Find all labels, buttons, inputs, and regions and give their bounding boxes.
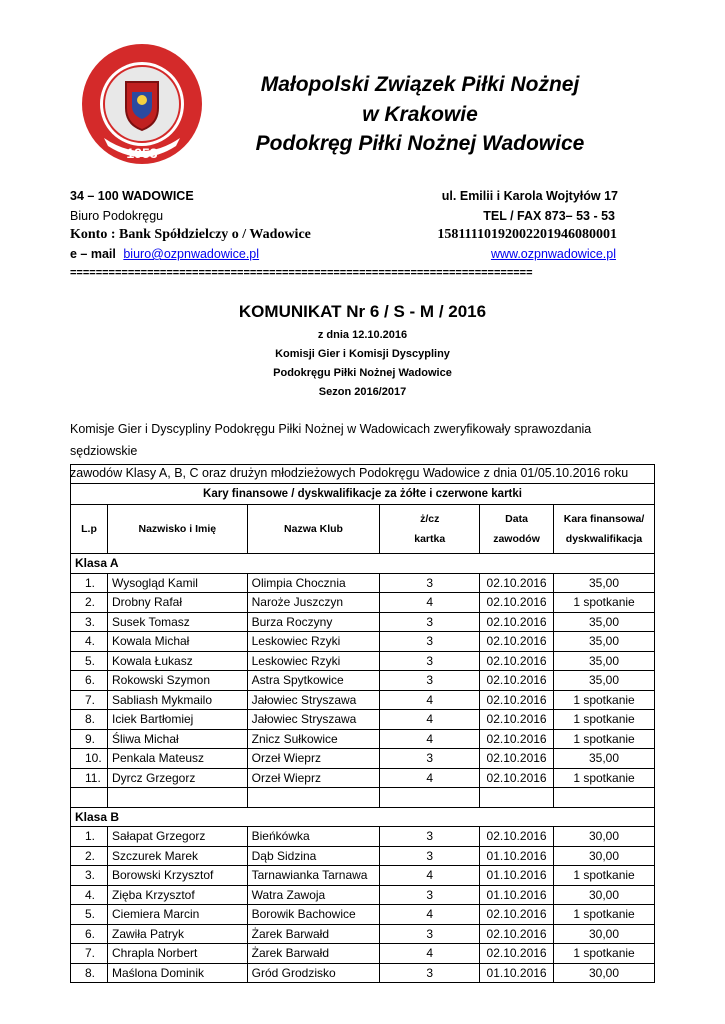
cell-name: Dyrcz Grzegorz bbox=[107, 768, 247, 788]
cell-lp: 11. bbox=[71, 768, 108, 788]
email-link[interactable]: biuro@ozpnwadowice.pl bbox=[123, 247, 260, 261]
bank-account-label: Konto : Bank Spółdzielczy o / Wadowice bbox=[70, 227, 311, 242]
cell-lp: 6. bbox=[71, 671, 108, 691]
cell-card: 4 bbox=[380, 710, 480, 730]
cell-name: Borowski Krzysztof bbox=[107, 866, 247, 886]
cell-penalty: 1 spotkanie bbox=[554, 593, 655, 613]
cell-club: Żarek Barwałd bbox=[247, 924, 380, 944]
cell-date: 02.10.2016 bbox=[480, 593, 554, 613]
cell-name: Rokowski Szymon bbox=[107, 671, 247, 691]
cell-lp: 1. bbox=[71, 573, 108, 593]
website-link[interactable]: www.ozpnwadowice.pl bbox=[490, 247, 616, 261]
separator-line: ======================================================================== bbox=[70, 267, 533, 279]
cell-date: 01.10.2016 bbox=[480, 885, 554, 905]
empty-cell bbox=[107, 788, 247, 808]
podokreg-logo bbox=[80, 34, 252, 166]
komunikat-commission: Komisji Gier i Komisji Dyscypliny bbox=[275, 348, 450, 360]
table-row bbox=[71, 944, 655, 964]
cell-lp: 5. bbox=[71, 651, 108, 671]
office-name: Biuro Podokręgu bbox=[70, 209, 164, 223]
empty-cell bbox=[71, 788, 108, 808]
cell-name: Maślona Dominik bbox=[107, 963, 247, 983]
cell-club: Żarek Barwałd bbox=[247, 944, 380, 964]
cell-penalty: 30,00 bbox=[554, 846, 655, 866]
table-row bbox=[71, 671, 655, 691]
cell-card: 3 bbox=[380, 846, 480, 866]
cell-lp: 8. bbox=[71, 963, 108, 983]
table-row bbox=[71, 885, 655, 905]
intro-line-1: Komisje Gier i Dyscypliny Podokręgu Piłki Nożnej w Wadowicach zweryfikowały sprawozdania sędziowskie bbox=[70, 422, 592, 458]
cell-date: 02.10.2016 bbox=[480, 710, 554, 730]
table-row bbox=[71, 905, 655, 925]
cell-date: 02.10.2016 bbox=[480, 749, 554, 769]
cell-card: 4 bbox=[380, 866, 480, 886]
cell-penalty: 35,00 bbox=[554, 651, 655, 671]
cell-date: 02.10.2016 bbox=[480, 632, 554, 652]
intro-line-2: zawodów Klasy A, B, C oraz drużyn młodzieżowych Podokręgu Wadowice z dnia 01/05.10.2016 roku bbox=[70, 466, 629, 480]
cell-lp: 3. bbox=[71, 866, 108, 886]
cell-date: 02.10.2016 bbox=[480, 905, 554, 925]
cell-club: Borowik Bachowice bbox=[247, 905, 380, 925]
table-row bbox=[71, 632, 655, 652]
table-row bbox=[71, 846, 655, 866]
cell-date: 02.10.2016 bbox=[480, 944, 554, 964]
table-row bbox=[71, 690, 655, 710]
cell-club: Orzeł Wieprz bbox=[247, 768, 380, 788]
cell-name: Penkala Mateusz bbox=[107, 749, 247, 769]
cell-card: 4 bbox=[380, 944, 480, 964]
cell-name: Zawiła Patryk bbox=[107, 924, 247, 944]
cell-card: 3 bbox=[380, 963, 480, 983]
cell-penalty: 1 spotkanie bbox=[554, 690, 655, 710]
table-spacer-row bbox=[71, 465, 655, 484]
cell-club: Jałowiec Stryszawa bbox=[247, 710, 380, 730]
cell-name: Ciemiera Marcin bbox=[107, 905, 247, 925]
komunikat-title: KOMUNIKAT Nr 6 / S - M / 2016 bbox=[238, 302, 487, 321]
cell-card: 3 bbox=[380, 573, 480, 593]
cell-date: 02.10.2016 bbox=[480, 729, 554, 749]
cell-card: 3 bbox=[380, 885, 480, 905]
table-header-row bbox=[71, 505, 655, 554]
cell-name: Śliwa Michał bbox=[107, 729, 247, 749]
cell-date: 01.10.2016 bbox=[480, 866, 554, 886]
cell-name: Sabliash Mykmailo bbox=[107, 690, 247, 710]
table-caption-row bbox=[71, 484, 655, 505]
cell-penalty: 1 spotkanie bbox=[554, 729, 655, 749]
cell-lp: 2. bbox=[71, 593, 108, 613]
cell-card: 3 bbox=[380, 827, 480, 847]
cell-lp: 3. bbox=[71, 612, 108, 632]
cell-date: 02.10.2016 bbox=[480, 651, 554, 671]
cell-card: 3 bbox=[380, 749, 480, 769]
cell-card: 3 bbox=[380, 632, 480, 652]
komunikat-region: Podokręgu Piłki Nożnej Wadowice bbox=[273, 367, 452, 379]
cell-penalty: 35,00 bbox=[554, 749, 655, 769]
cell-club: Burza Roczyny bbox=[247, 612, 380, 632]
cell-club: Astra Spytkowice bbox=[247, 671, 380, 691]
street-address: ul. Emilii i Karola Wojtyłów 17 bbox=[441, 189, 618, 203]
cell-card: 4 bbox=[380, 593, 480, 613]
cell-club: Jałowiec Stryszawa bbox=[247, 690, 380, 710]
cell-name: Kowala Łukasz bbox=[107, 651, 247, 671]
cell-lp: 7. bbox=[71, 944, 108, 964]
cell-lp: 5. bbox=[71, 905, 108, 925]
logo-ring-text: PODOKRĘG PIŁKI NOŻNEJ WADOWICE bbox=[80, 34, 252, 44]
cell-penalty: 1 spotkanie bbox=[554, 905, 655, 925]
cell-card: 3 bbox=[380, 924, 480, 944]
cell-penalty: 1 spotkanie bbox=[554, 944, 655, 964]
penalties-table bbox=[70, 464, 655, 983]
header-card: ż/cz kartka bbox=[380, 505, 480, 554]
cell-date: 01.10.2016 bbox=[480, 846, 554, 866]
cell-card: 4 bbox=[380, 729, 480, 749]
cell-club: Leskowiec Rzyki bbox=[247, 651, 380, 671]
phone-fax: TEL / FAX 873– 53 - 53 bbox=[483, 209, 615, 223]
table-row bbox=[71, 710, 655, 730]
header-penalty: Kara finansowa/ dyskwalifikacja bbox=[554, 505, 655, 554]
table-row bbox=[71, 612, 655, 632]
title-line-3: Podokręg Piłki Nożnej Wadowice bbox=[255, 132, 585, 155]
cell-name: Susek Tomasz bbox=[107, 612, 247, 632]
cell-club: Znicz Sułkowice bbox=[247, 729, 380, 749]
cell-name: Drobny Rafał bbox=[107, 593, 247, 613]
table-row bbox=[71, 651, 655, 671]
cell-lp: 6. bbox=[71, 924, 108, 944]
cell-penalty: 1 spotkanie bbox=[554, 710, 655, 730]
cell-lp: 4. bbox=[71, 885, 108, 905]
cell-card: 3 bbox=[380, 671, 480, 691]
cell-club: Dąb Sidzina bbox=[247, 846, 380, 866]
cell-card: 4 bbox=[380, 690, 480, 710]
cell-lp: 7. bbox=[71, 690, 108, 710]
cell-name: Iciek Bartłomiej bbox=[107, 710, 247, 730]
cell-lp: 2. bbox=[71, 846, 108, 866]
cell-card: 3 bbox=[380, 651, 480, 671]
table-row bbox=[71, 749, 655, 769]
cell-club: Bieńkówka bbox=[247, 827, 380, 847]
cell-penalty: 30,00 bbox=[554, 963, 655, 983]
empty-cell bbox=[554, 788, 655, 808]
cell-club: Watra Zawoja bbox=[247, 885, 380, 905]
cell-name: Chrapla Norbert bbox=[107, 944, 247, 964]
cell-club: Leskowiec Rzyki bbox=[247, 632, 380, 652]
cell-penalty: 30,00 bbox=[554, 885, 655, 905]
table-row bbox=[71, 573, 655, 593]
empty-cell bbox=[247, 788, 380, 808]
komunikat-season: Sezon 2016/2017 bbox=[318, 386, 407, 398]
cell-lp: 4. bbox=[71, 632, 108, 652]
header-name: Nazwisko i Imię bbox=[107, 505, 247, 554]
cell-lp: 1. bbox=[71, 827, 108, 847]
empty-cell bbox=[380, 788, 480, 808]
postal-address: 34 – 100 WADOWICE bbox=[70, 189, 194, 203]
section-label: Klasa A bbox=[71, 554, 655, 574]
cell-name: Wysogląd Kamil bbox=[107, 573, 247, 593]
cell-penalty: 35,00 bbox=[554, 632, 655, 652]
table-row bbox=[71, 729, 655, 749]
logo-year: 1953 bbox=[126, 145, 158, 161]
header-lp: L.p bbox=[71, 505, 108, 554]
cell-club: Naroże Juszczyn bbox=[247, 593, 380, 613]
cell-penalty: 1 spotkanie bbox=[554, 866, 655, 886]
cell-penalty: 30,00 bbox=[554, 924, 655, 944]
table-row bbox=[71, 924, 655, 944]
section-header-row bbox=[71, 807, 655, 827]
cell-club: Orzeł Wieprz bbox=[247, 749, 380, 769]
cell-date: 02.10.2016 bbox=[480, 612, 554, 632]
email-label: e – mail bbox=[70, 247, 116, 261]
cell-date: 02.10.2016 bbox=[480, 924, 554, 944]
cell-date: 02.10.2016 bbox=[480, 671, 554, 691]
cell-club: Olimpia Chocznia bbox=[247, 573, 380, 593]
cell-date: 02.10.2016 bbox=[480, 690, 554, 710]
table-row bbox=[71, 963, 655, 983]
cell-card: 4 bbox=[380, 905, 480, 925]
cell-date: 02.10.2016 bbox=[480, 768, 554, 788]
table-empty-row bbox=[71, 788, 655, 808]
header-date: Data zawodów bbox=[480, 505, 554, 554]
cell-penalty: 35,00 bbox=[554, 612, 655, 632]
cell-name: Szczurek Marek bbox=[107, 846, 247, 866]
table-row bbox=[71, 827, 655, 847]
table-row bbox=[71, 866, 655, 886]
cell-penalty: 35,00 bbox=[554, 671, 655, 691]
cell-lp: 8. bbox=[71, 710, 108, 730]
cell-club: Gród Grodzisko bbox=[247, 963, 380, 983]
cell-date: 02.10.2016 bbox=[480, 573, 554, 593]
title-line-2: w Krakowie bbox=[362, 103, 478, 126]
cell-date: 02.10.2016 bbox=[480, 827, 554, 847]
cell-lp: 9. bbox=[71, 729, 108, 749]
cell-date: 01.10.2016 bbox=[480, 963, 554, 983]
cell-card: 3 bbox=[380, 612, 480, 632]
komunikat-date: z dnia 12.10.2016 bbox=[317, 329, 408, 341]
section-header-row bbox=[71, 554, 655, 574]
cell-name: Sałapat Grzegorz bbox=[107, 827, 247, 847]
table-row bbox=[71, 768, 655, 788]
section-label: Klasa B bbox=[71, 807, 655, 827]
empty-cell bbox=[480, 788, 554, 808]
cell-club: Tarnawianka Tarnawa bbox=[247, 866, 380, 886]
header-club: Nazwa Klub bbox=[247, 505, 380, 554]
bank-account-number: 15811110192002201946080001 bbox=[437, 227, 617, 242]
cell-lp: 10. bbox=[71, 749, 108, 769]
cell-penalty: 35,00 bbox=[554, 573, 655, 593]
cell-penalty: 30,00 bbox=[554, 827, 655, 847]
cell-card: 4 bbox=[380, 768, 480, 788]
cell-name: Kowala Michał bbox=[107, 632, 247, 652]
cell-name: Zięba Krzysztof bbox=[107, 885, 247, 905]
title-line-1: Małopolski Związek Piłki Nożnej bbox=[260, 73, 580, 96]
table-row bbox=[71, 593, 655, 613]
cell-penalty: 1 spotkanie bbox=[554, 768, 655, 788]
table-caption: Kary finansowe / dyskwalifikacje za żółte i czerwone kartki bbox=[71, 484, 655, 505]
